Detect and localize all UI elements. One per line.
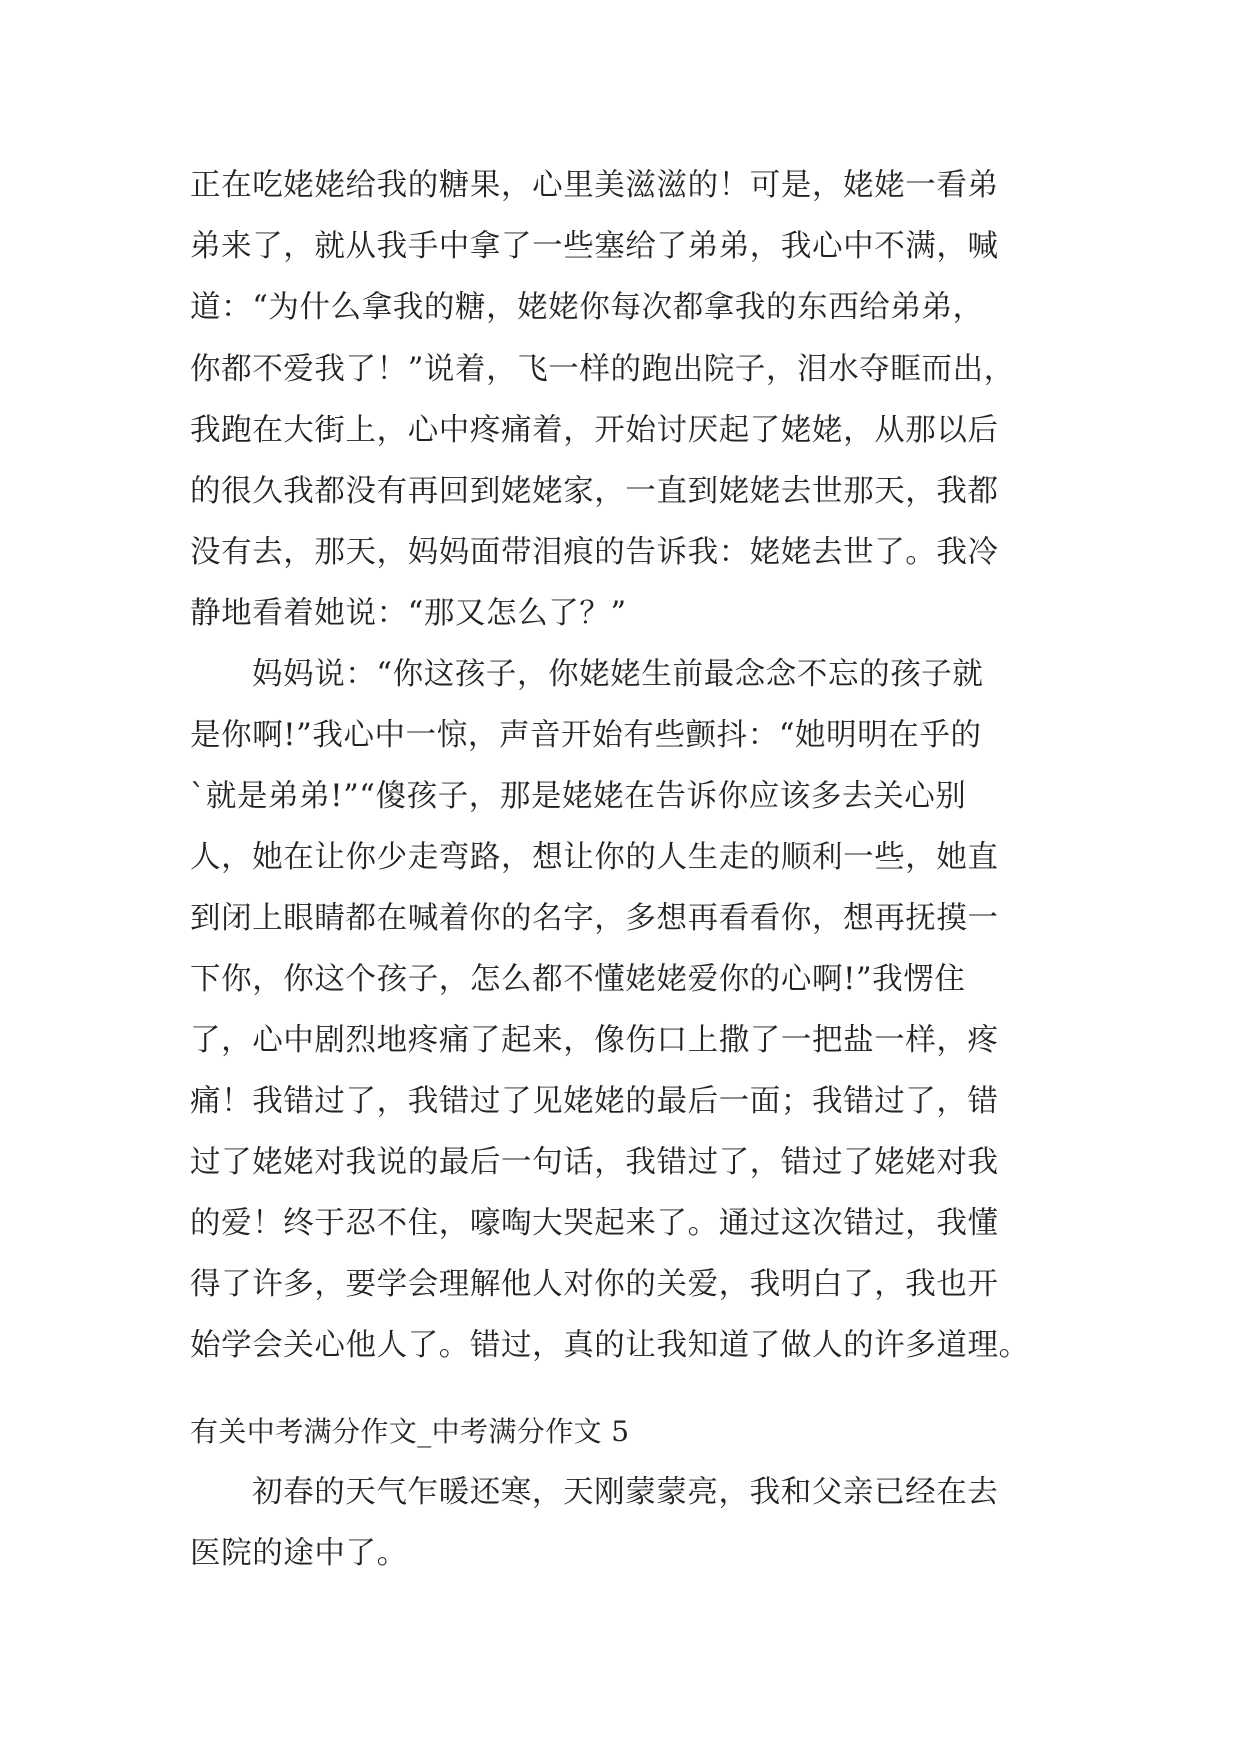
- text-line: 到闭上眼睛都在喊着你的名字，多想再看看你，想再抚摸一: [190, 901, 999, 936]
- text-line: 我跑在大街上，心中疼痛着，开始讨厌起了姥姥，从那以后: [190, 413, 999, 448]
- text-line: 的爱！终于忍不住，嚎啕大哭起来了。通过这次错过，我懂: [190, 1206, 999, 1241]
- text-line: 静地看着她说：“那又怎么了？”: [190, 596, 627, 631]
- text-line: 始学会关心他人了。错过，真的让我知道了做人的许多道理。: [190, 1328, 1030, 1363]
- text-line: 痛！我错过了，我错过了见姥姥的最后一面；我错过了，错: [190, 1084, 999, 1119]
- text-line: 初春的天气乍暖还寒，天刚蒙蒙亮，我和父亲已经在去: [252, 1475, 999, 1510]
- text-line: 是你啊!”我心中一惊，声音开始有些颤抖：“她明明在乎的: [190, 718, 982, 753]
- text-line: 医院的途中了。: [190, 1536, 408, 1571]
- text-line: 道：“为什么拿我的糖，姥姥你每次都拿我的东西给弟弟，: [190, 290, 984, 325]
- text-line: `就是弟弟!”“傻孩子，那是姥姥在告诉你应该多去关心别: [190, 779, 967, 814]
- text-line: 没有去，那天，妈妈面带泪痕的告诉我：姥姥去世了。我冷: [190, 535, 999, 570]
- text-line: 正在吃姥姥给我的糖果，心里美滋滋的！可是，姥姥一看弟: [190, 168, 999, 203]
- text-line: 下你，你这个孩子，怎么都不懂姥姥爱你的心啊!”我愣住: [190, 962, 966, 997]
- text-line: 了，心中剧烈地疼痛了起来，像伤口上撒了一把盐一样，疼: [190, 1023, 999, 1058]
- text-line: 过了姥姥对我说的最后一句话，我错过了，错过了姥姥对我: [190, 1145, 999, 1180]
- text-line: 得了许多，要学会理解他人对你的关爱，我明白了，我也开: [190, 1267, 999, 1302]
- text-line: 的很久我都没有再回到姥姥家，一直到姥姥去世那天，我都: [190, 474, 999, 509]
- section-heading: 有关中考满分作文_中考满分作文 5: [190, 1415, 630, 1448]
- text-line: 人，她在让你少走弯路，想让你的人生走的顺利一些，她直: [190, 840, 999, 875]
- text-line: 妈妈说：“你这孩子，你姥姥生前最念念不忘的孩子就: [252, 657, 984, 692]
- text-line: 你都不爱我了！”说着，飞一样的跑出院子，泪水夺眶而出，: [190, 352, 1015, 387]
- text-line: 弟来了，就从我手中拿了一些塞给了弟弟，我心中不满，喊: [190, 229, 999, 264]
